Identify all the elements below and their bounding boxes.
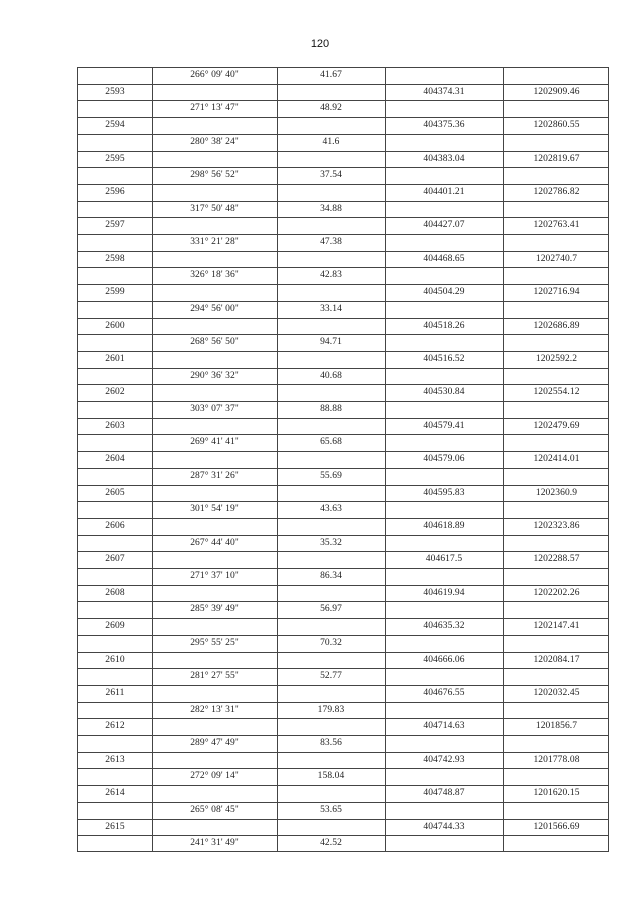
station-cell: 2597 <box>105 220 125 231</box>
bearing-cell: 301° 54' 19" <box>190 504 239 515</box>
distance-cell: 94.71 <box>320 337 342 348</box>
bearing-cell: 267° 44' 40" <box>190 537 239 548</box>
bearing-cell: 241° 31' 49" <box>190 838 239 849</box>
bearing-cell: 331° 21' 28" <box>190 237 239 248</box>
distance-cell: 83.56 <box>320 738 342 749</box>
bearing-cell: 303° 07' 37" <box>190 404 239 415</box>
table-row <box>78 351 608 368</box>
station-cell: 2594 <box>105 120 125 131</box>
table-row <box>78 652 608 669</box>
bearing-cell: 282° 13' 31" <box>190 704 239 715</box>
northing-cell: 404516.52 <box>423 353 465 364</box>
northing-cell: 404518.26 <box>423 320 465 331</box>
bearing-cell: 280° 38' 24" <box>190 136 239 147</box>
easting-cell: 1202147.41 <box>533 621 580 632</box>
table-row <box>78 84 608 101</box>
easting-cell: 1202084.17 <box>533 654 580 665</box>
easting-cell: 1202763.41 <box>533 220 580 231</box>
northing-cell: 404744.33 <box>423 821 465 832</box>
northing-cell: 404427.07 <box>423 220 465 231</box>
northing-cell: 404666.06 <box>423 654 465 665</box>
bearing-cell: 290° 36' 32" <box>190 370 239 381</box>
distance-cell: 55.69 <box>320 470 342 481</box>
northing-cell: 404375.36 <box>423 120 465 131</box>
bearing-cell: 269° 41' 41" <box>190 437 239 448</box>
northing-cell: 404579.06 <box>423 454 465 465</box>
table-row <box>78 752 608 769</box>
bearing-cell: 294° 56' 00" <box>190 303 239 314</box>
northing-cell: 404530.84 <box>423 387 465 398</box>
table-row <box>78 418 608 435</box>
easting-cell: 1202860.55 <box>533 120 580 131</box>
distance-cell: 65.68 <box>320 437 342 448</box>
easting-cell: 1202786.82 <box>533 186 580 197</box>
table-row <box>78 718 608 735</box>
distance-cell: 56.97 <box>320 604 342 615</box>
bearing-cell: 268° 56' 50" <box>190 337 239 348</box>
page-number: 120 <box>310 38 330 50</box>
station-cell: 2615 <box>105 821 125 832</box>
easting-cell: 1202554.12 <box>533 387 580 398</box>
station-cell: 2604 <box>105 454 125 465</box>
table-row <box>78 284 608 301</box>
table-row <box>78 835 608 852</box>
table-row <box>78 267 608 284</box>
bearing-cell: 326° 18' 36" <box>190 270 239 281</box>
table-row <box>78 100 608 117</box>
distance-cell: 40.68 <box>320 370 342 381</box>
easting-cell: 1202592.2 <box>535 353 578 364</box>
distance-cell: 53.65 <box>320 804 342 815</box>
station-cell: 2610 <box>105 654 125 665</box>
northing-cell: 404714.63 <box>423 721 465 732</box>
distance-cell: 88.88 <box>320 404 342 415</box>
easting-cell: 1202740.7 <box>535 253 578 264</box>
table-row <box>78 184 608 201</box>
northing-cell: 404504.29 <box>423 287 465 298</box>
bearing-cell: 295° 55' 25" <box>190 637 239 648</box>
easting-cell: 1201856.7 <box>535 721 578 732</box>
station-cell: 2601 <box>105 353 125 364</box>
easting-cell: 1202323.86 <box>533 520 580 531</box>
table-row <box>78 117 608 134</box>
table-row <box>78 518 608 535</box>
table-row <box>78 301 608 318</box>
bearing-cell: 281° 27' 55" <box>190 671 239 682</box>
station-cell: 2595 <box>105 153 125 164</box>
table-row <box>78 551 608 568</box>
table-row <box>78 451 608 468</box>
table-row <box>78 485 608 502</box>
table-row <box>78 434 608 451</box>
station-cell: 2599 <box>105 287 125 298</box>
easting-cell: 1202479.69 <box>533 420 580 431</box>
table-row <box>78 785 608 802</box>
table-row <box>78 819 608 836</box>
northing-cell: 404635.32 <box>423 621 465 632</box>
bearing-cell: 285° 39' 49" <box>190 604 239 615</box>
bearing-cell: 287° 31' 26" <box>190 470 239 481</box>
table-row <box>78 568 608 585</box>
distance-cell: 37.54 <box>320 170 342 181</box>
northing-cell: 404401.21 <box>423 186 465 197</box>
table-row <box>78 468 608 485</box>
station-cell: 2605 <box>105 487 125 498</box>
distance-cell: 35.32 <box>320 537 342 548</box>
bearing-cell: 266° 09' 40" <box>190 70 239 80</box>
distance-cell: 70.32 <box>320 637 342 648</box>
table-row <box>78 501 608 518</box>
distance-cell: 42.52 <box>320 838 342 849</box>
station-cell: 2609 <box>105 621 125 632</box>
table-row <box>78 234 608 251</box>
bearing-cell: 272° 09' 14" <box>190 771 239 782</box>
northing-cell: 404619.94 <box>423 587 465 598</box>
table-row <box>78 217 608 234</box>
northing-cell: 404595.83 <box>423 487 465 498</box>
station-cell: 2598 <box>105 253 125 264</box>
northing-cell: 404468.65 <box>423 253 465 264</box>
station-cell: 2612 <box>105 721 125 732</box>
distance-cell: 47.38 <box>320 237 342 248</box>
northing-cell: 404374.31 <box>423 86 465 97</box>
distance-cell: 41.6 <box>322 136 340 147</box>
easting-cell: 1202716.94 <box>533 287 580 298</box>
distance-cell: 43.63 <box>320 504 342 515</box>
table-row <box>78 702 608 719</box>
northing-cell: 404748.87 <box>423 788 465 799</box>
table-row <box>78 167 608 184</box>
easting-cell: 1202909.46 <box>533 86 580 97</box>
easting-cell: 1201566.69 <box>533 821 580 832</box>
northing-cell: 404676.55 <box>423 687 465 698</box>
table-row <box>78 368 608 385</box>
table-row <box>78 134 608 151</box>
station-cell: 2596 <box>105 186 125 197</box>
distance-cell: 158.04 <box>317 771 345 782</box>
station-cell: 2600 <box>105 320 125 331</box>
table-row <box>78 201 608 218</box>
distance-cell: 33.14 <box>320 303 342 314</box>
distance-cell: 48.92 <box>320 103 342 114</box>
table-row <box>78 802 608 819</box>
table-row <box>78 601 608 618</box>
bearing-cell: 265° 08' 45" <box>190 804 239 815</box>
easting-cell: 1202819.67 <box>533 153 580 164</box>
distance-cell: 34.88 <box>320 203 342 214</box>
easting-cell: 1202360.9 <box>535 487 578 498</box>
table-row <box>78 768 608 785</box>
station-cell: 2606 <box>105 520 125 531</box>
bearing-cell: 289° 47' 49" <box>190 738 239 749</box>
table-row <box>78 585 608 602</box>
table-row <box>78 685 608 702</box>
distance-cell: 41.67 <box>320 70 342 80</box>
station-cell: 2608 <box>105 587 125 598</box>
easting-cell: 1202202.26 <box>533 587 580 598</box>
row-divider <box>78 851 608 852</box>
station-cell: 2611 <box>105 687 125 698</box>
table-row <box>78 401 608 418</box>
station-cell: 2603 <box>105 420 125 431</box>
northing-cell: 404383.04 <box>423 153 465 164</box>
easting-cell: 1201620.15 <box>533 788 580 799</box>
coordinate-table <box>77 67 609 852</box>
table-row <box>78 251 608 268</box>
table-row <box>78 618 608 635</box>
table-row <box>78 318 608 335</box>
distance-cell: 86.34 <box>320 571 342 582</box>
station-cell: 2607 <box>105 554 125 565</box>
station-cell: 2613 <box>105 754 125 765</box>
station-cell: 2602 <box>105 387 125 398</box>
bearing-cell: 298° 56' 52" <box>190 170 239 181</box>
table-row <box>78 151 608 168</box>
northing-cell: 404617.5 <box>425 554 463 565</box>
table-row <box>78 635 608 652</box>
easting-cell: 1202032.45 <box>533 687 580 698</box>
easting-cell: 1202686.89 <box>533 320 580 331</box>
northing-cell: 404618.89 <box>423 520 465 531</box>
table-row <box>78 535 608 552</box>
station-cell: 2614 <box>105 788 125 799</box>
easting-cell: 1202414.01 <box>533 454 580 465</box>
bearing-cell: 271° 13' 47" <box>190 103 239 114</box>
northing-cell: 404579.41 <box>423 420 465 431</box>
distance-cell: 179.83 <box>317 704 345 715</box>
easting-cell: 1201778.08 <box>533 754 580 765</box>
table-row <box>78 67 608 84</box>
bearing-cell: 317° 50' 48" <box>190 203 239 214</box>
table-row <box>78 668 608 685</box>
distance-cell: 52.77 <box>320 671 342 682</box>
bearing-cell: 271° 37' 10" <box>190 571 239 582</box>
table-row <box>78 735 608 752</box>
station-cell: 2593 <box>105 86 125 97</box>
northing-cell: 404742.93 <box>423 754 465 765</box>
distance-cell: 42.83 <box>320 270 342 281</box>
easting-cell: 1202288.57 <box>533 554 580 565</box>
table-row <box>78 334 608 351</box>
table-row <box>78 384 608 401</box>
